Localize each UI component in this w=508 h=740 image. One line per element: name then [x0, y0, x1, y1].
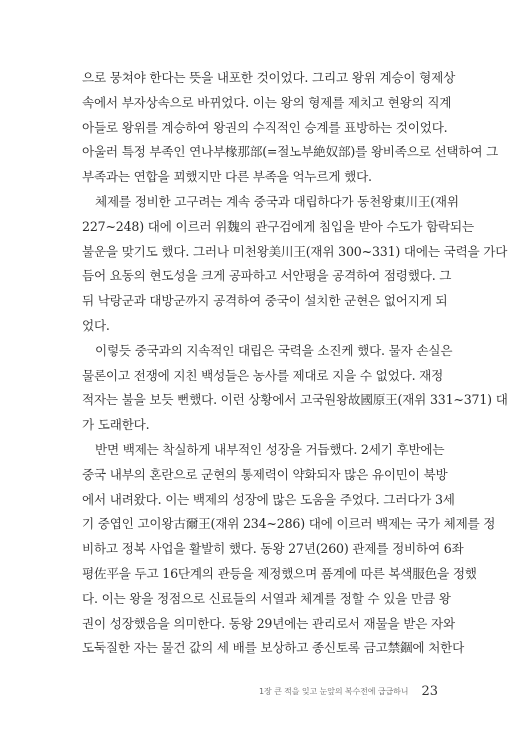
- text-line: 평佐平을 두고 16단계의 관등을 제정했으며 품계에 따른 복색服色을 정했: [82, 565, 477, 581]
- page-footer: [0, 681, 438, 700]
- text-line: 227~248) 대에 이르러 위魏의 관구검에게 침입을 받아 수도가 함락되는: [82, 218, 474, 234]
- text-line: 적자는 불을 보듯 뻔했다. 이런 상황에서 고국원왕故國原王(재위 331~371) 대: [82, 392, 508, 408]
- text-line: 불운을 맞기도 했다. 그러나 미천왕美川王(재위 300~331) 대에는 국력을 가다: [82, 243, 508, 259]
- text-line: 아들로 왕위를 계승하여 왕권의 수직적인 승계를 표방하는 것이었다.: [82, 119, 448, 135]
- page-body: [82, 66, 508, 661]
- text-line: 에서 내려왔다. 이는 백제의 성장에 많은 도움을 주었다. 그러다가 3세: [82, 491, 455, 507]
- text-line: 었다.: [82, 317, 110, 333]
- text-line: 기 중엽인 고이왕古爾王(재위 234~286) 대에 이르러 백제는 국가 체제를 정: [82, 516, 496, 532]
- text-line: 뒤 낙랑군과 대방군까지 공격하여 중국이 설치한 군현은 없어지게 되: [82, 293, 448, 309]
- text-line: 다. 이는 왕을 정점으로 신료들의 서열과 체계를 정할 수 있을 만큼 왕: [82, 590, 451, 606]
- text-line: 아울러 특정 부족인 연나부椽那部(=절노부絶奴部)를 왕비족으로 선택하여 그: [82, 144, 499, 160]
- page-number: 23: [421, 684, 438, 699]
- text-line: 으로 뭉쳐야 한다는 뜻을 내포한 것이었다. 그리고 왕위 계승이 형제상: [82, 70, 456, 85]
- paragraph-3: [82, 339, 508, 438]
- paragraph-1: [82, 66, 499, 190]
- text-line: 가 도래한다.: [82, 417, 150, 433]
- text-line: 비하고 정복 사업을 활발히 했다. 동왕 27년(260) 관제를 정비하여 6좌: [82, 541, 464, 557]
- text-line: 이렇듯 중국과의 지속적인 대립은 국력을 소진케 했다. 물자 손실은: [95, 342, 453, 358]
- text-line: 중국 내부의 혼란으로 군현의 통제력이 약화되자 많은 유이민이 북방: [82, 466, 448, 482]
- text-line: 체제를 정비한 고구려는 계속 중국과 대립하다가 동천왕東川王(재위: [95, 193, 459, 209]
- text-line: 도둑질한 자는 물건 값의 세 배를 보상하고 종신토록 금고禁錮에 처한다: [82, 640, 465, 656]
- text-line: 물론이고 전쟁에 지친 백성들은 농사를 제대로 지을 수 없었다. 재정: [82, 367, 444, 383]
- running-footer-title: 1장 큰 적을 잊고 눈앞의 복수전에 급급하니: [259, 687, 409, 696]
- text-line: 속에서 부자상속으로 바뀌었다. 이는 왕의 형제를 제치고 현왕의 직계: [82, 94, 452, 110]
- text-line: 반면 백제는 착실하게 내부적인 성장을 거듭했다. 2세기 후반에는: [95, 441, 445, 457]
- text-line: 부족과는 연합을 꾀했지만 다른 부족을 억누르게 했다.: [82, 169, 372, 185]
- text-line: 듬어 요동의 현도성을 크게 공파하고 서안평을 공격하여 점령했다. 그: [82, 268, 452, 284]
- paragraph-2: [82, 190, 508, 339]
- paragraph-4: [82, 438, 496, 661]
- text-line: 권이 성장했음을 의미한다. 동왕 29년에는 관리로서 재물을 받은 자와: [82, 615, 455, 631]
